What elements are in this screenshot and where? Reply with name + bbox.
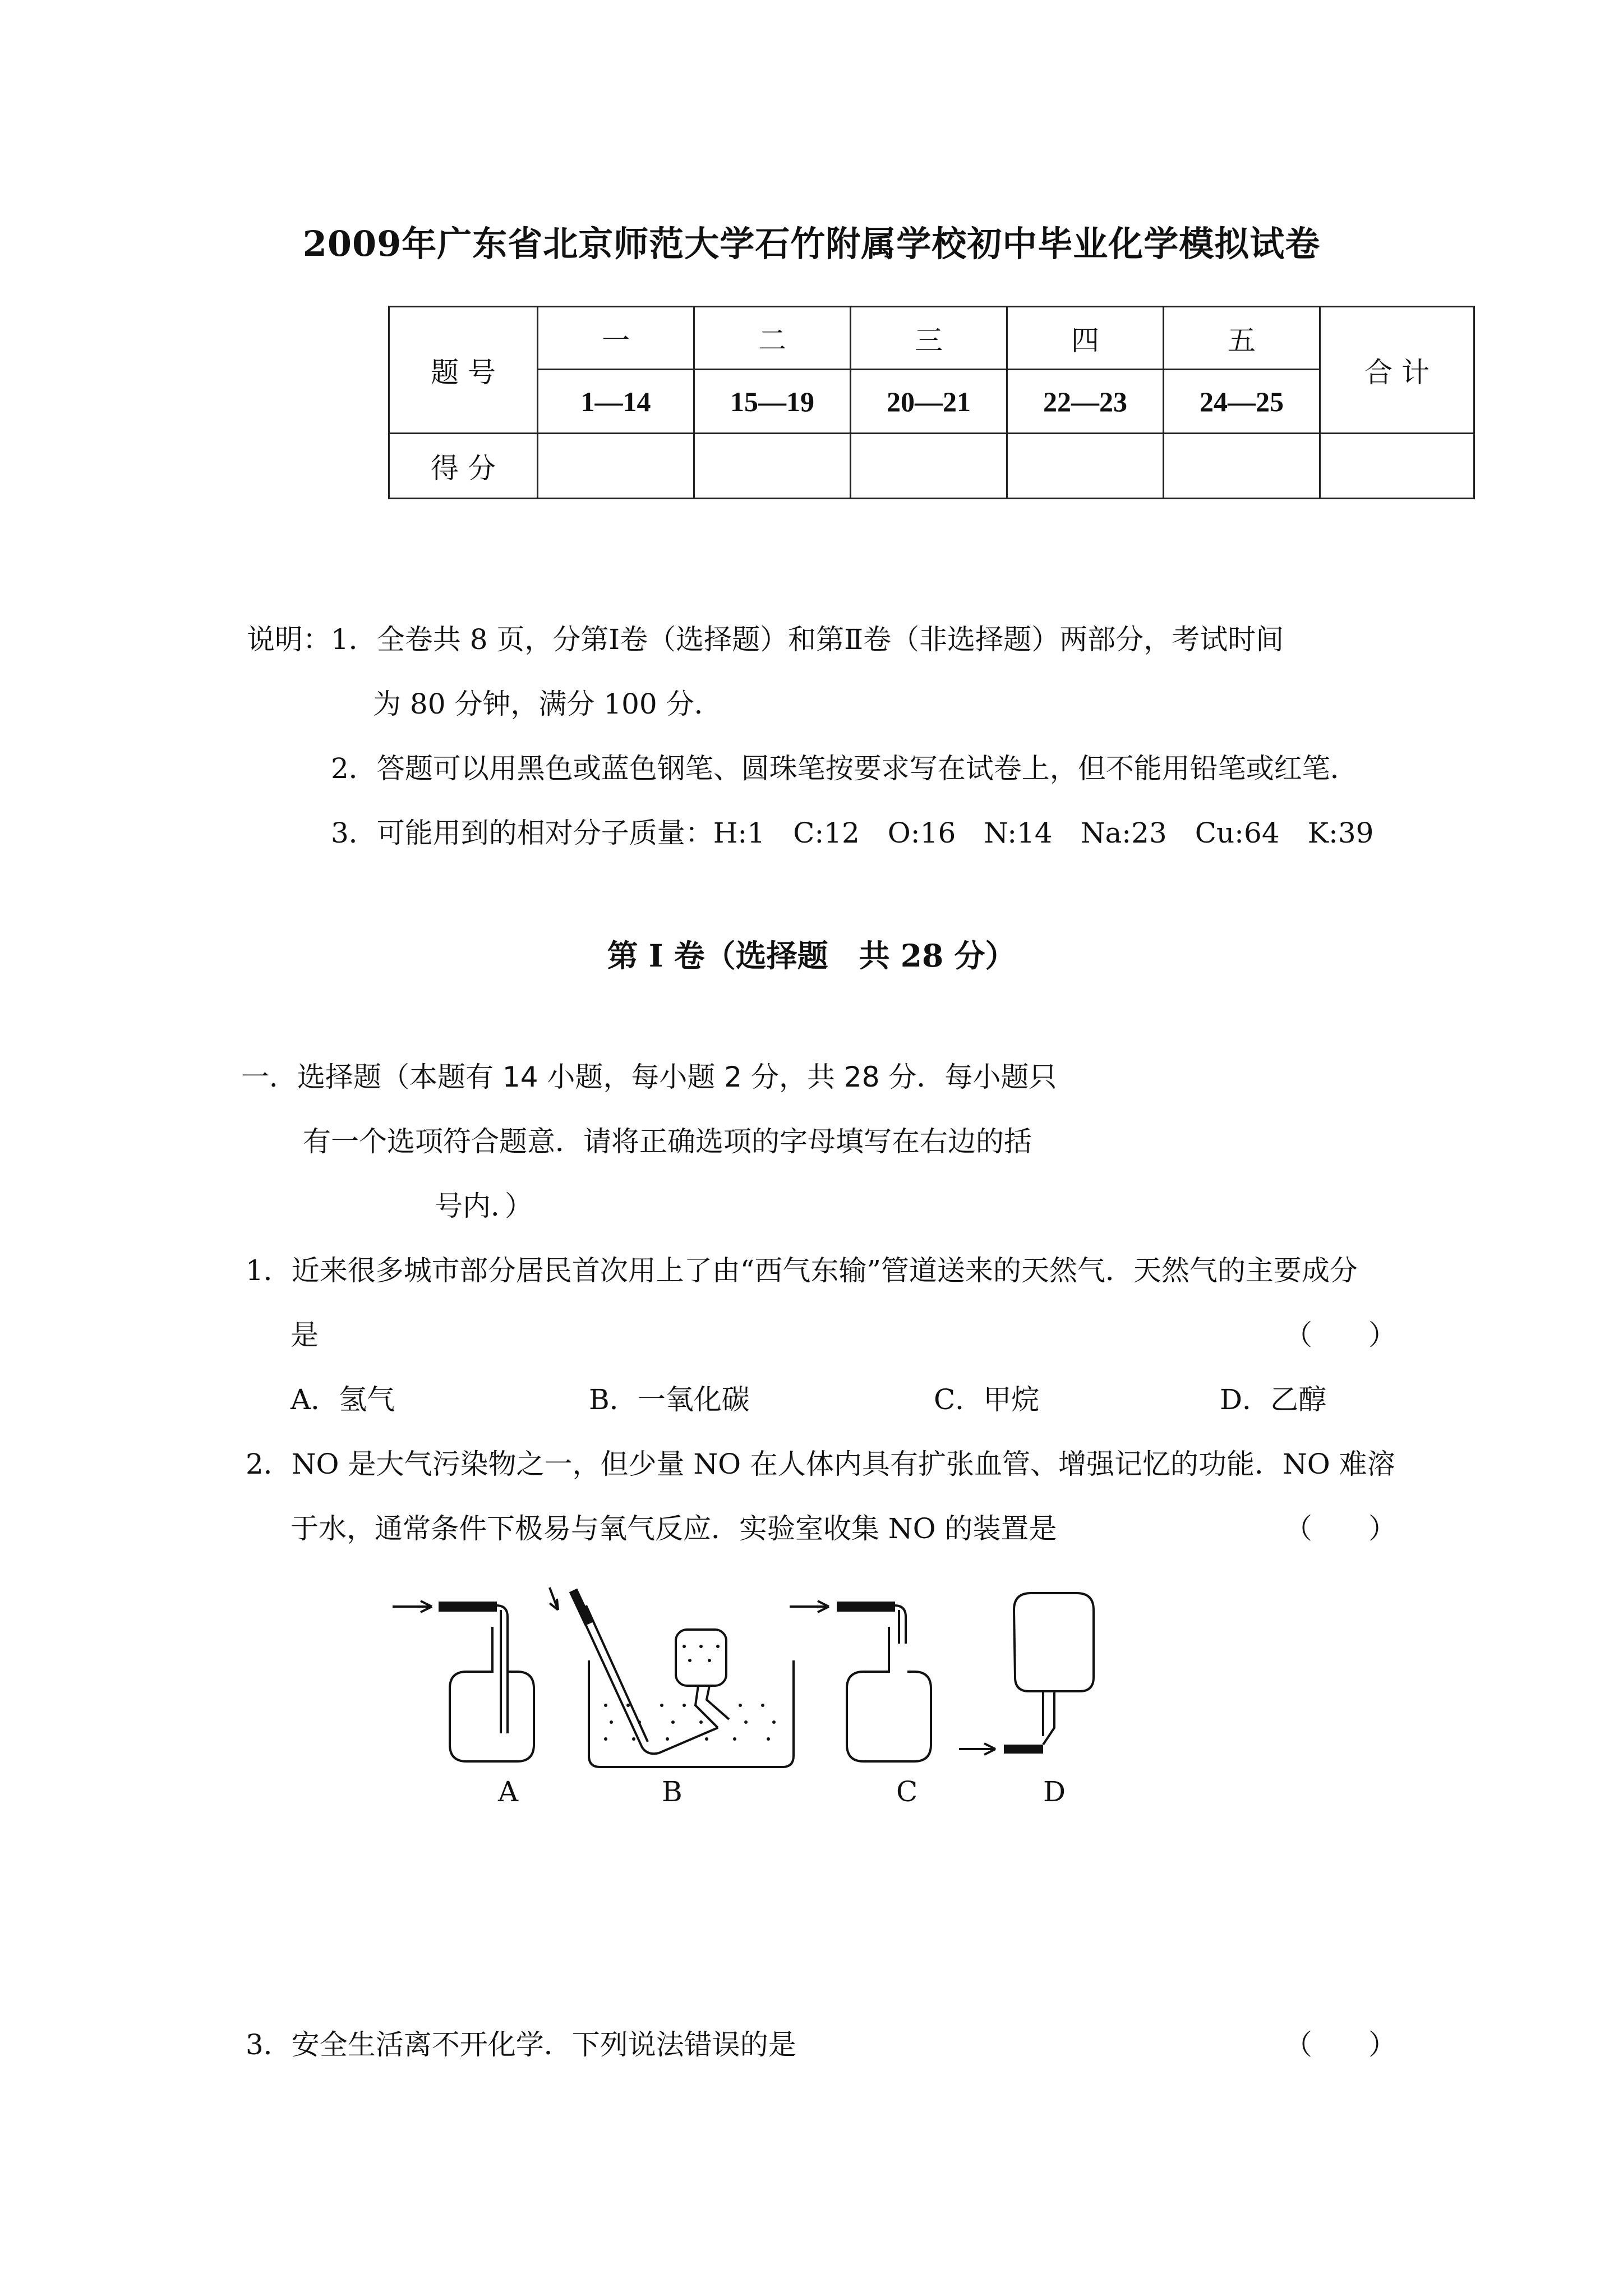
q1-stem: 1．近来很多城市部分居民首次用上了由“西气东输”管道送来的天然气．天然气的主要成分 <box>246 1254 1358 1287</box>
apparatus-a <box>393 1601 534 1761</box>
q1-option-b: B．一氧化碳 <box>589 1383 750 1416</box>
section-cell: 三 <box>851 307 1007 370</box>
score-input-cell <box>1164 434 1320 499</box>
score-table <box>388 306 1475 499</box>
q2-answer-paren: （ ） <box>1284 1512 1396 1545</box>
page-title: 2009年广东省北京师范大学石竹附属学校初中毕业化学模拟试卷 <box>302 223 1321 264</box>
notes-label: 说明： <box>247 623 331 656</box>
note-item: 3．可能用到的相对分子质量：H:1 C:12 O:16 N:14 Na:23 Cu:64 K:39 <box>331 817 1374 849</box>
q3-stem: 3．安全生活离不开化学．下列说法错误的是 <box>246 2028 796 2061</box>
section-title: 第 I 卷（选择题 共 28 分） <box>607 937 1016 974</box>
figure-label-d: D <box>1043 1775 1066 1808</box>
score-input-cell <box>851 434 1007 499</box>
apparatus-d <box>959 1593 1094 1755</box>
note-item: 2．答题可以用黑色或蓝色钢笔、圆珠笔按要求写在试卷上，但不能用铅笔或红笔． <box>331 752 1358 785</box>
q1-answer-paren: （ ） <box>1284 1319 1396 1351</box>
q3-answer-paren: （ ） <box>1284 2028 1396 2061</box>
q1-stem-cont: 是 <box>291 1319 319 1351</box>
score-input-cell <box>1007 434 1164 499</box>
apparatus-b <box>550 1588 794 1767</box>
section-cell: 二 <box>694 307 851 370</box>
range-cell: 22—23 <box>1007 370 1164 434</box>
figure-label-a: A <box>498 1775 519 1808</box>
note-item: 为 80 分钟，满分 100 分． <box>373 688 722 720</box>
section-cell: 四 <box>1007 307 1164 370</box>
q2-stem-cont: 于水，通常条件下极易与氧气反应．实验室收集 NO 的装置是 <box>291 1512 1057 1545</box>
q1-option-c: C．甲烷 <box>934 1383 1040 1416</box>
apparatus-c <box>790 1601 931 1761</box>
range-cell: 15—19 <box>694 370 851 434</box>
part-one-line: 号内．） <box>435 1190 533 1222</box>
total-header: 合 计 <box>1320 307 1474 434</box>
q1-option-a: A．氢气 <box>291 1383 395 1416</box>
section-cell: 五 <box>1164 307 1320 370</box>
score-header: 得 分 <box>389 434 538 499</box>
figure-label-b: B <box>662 1775 683 1808</box>
range-cell: 1—14 <box>538 370 694 434</box>
range-cell: 20—21 <box>851 370 1007 434</box>
question-number-header: 题 号 <box>389 307 538 434</box>
score-input-cell <box>1320 434 1474 499</box>
q2-stem: 2．NO 是大气污染物之一，但少量 NO 在人体内具有扩张血管、增强记忆的功能．NO 难溶 <box>246 1448 1395 1480</box>
section-cell: 一 <box>538 307 694 370</box>
score-input-cell <box>694 434 851 499</box>
note-item: 1．全卷共 8 页，分第Ⅰ卷（选择题）和第Ⅱ卷（非选择题）两部分，考试时间 <box>331 623 1284 656</box>
q1-option-d: D．乙醇 <box>1220 1383 1327 1416</box>
figure-label-c: C <box>896 1775 918 1808</box>
part-one-line: 有一个选项符合题意．请将正确选项的字母填写在右边的括 <box>303 1125 1032 1158</box>
range-cell: 24—25 <box>1164 370 1320 434</box>
score-input-cell <box>538 434 694 499</box>
part-one-line: 一．选择题（本题有 14 小题，每小题 2 分，共 28 分．每小题只 <box>241 1061 1057 1093</box>
